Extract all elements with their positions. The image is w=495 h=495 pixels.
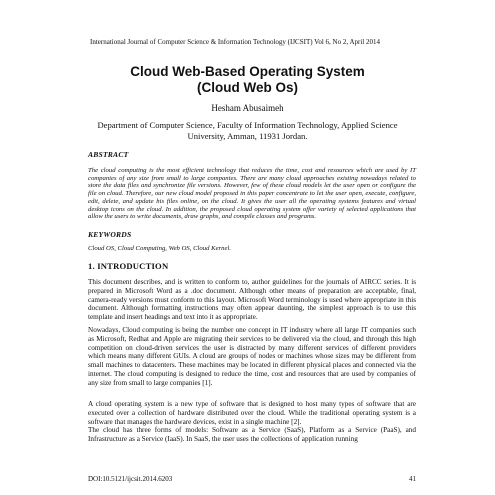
paper-title xyxy=(60,64,435,96)
author-affiliation xyxy=(70,120,425,141)
doi-footer: DOI:10.5121/ijcsit.2014.6203 xyxy=(88,475,173,483)
title-line-2: (Cloud Web Os) xyxy=(197,80,298,95)
abstract-heading: ABSTRACT xyxy=(88,150,129,159)
author-name: Hesham Abusaimeh xyxy=(211,103,284,113)
intro-paragraph-3b: The cloud has three forms of models: Software as a Service (SaaS), Platform as a Service (PaaS), and Infrastructure as a Service (IaaS). In SaaS, the user uses the collections of application running xyxy=(88,426,416,444)
intro-paragraph-2: Nowadays, Cloud computing is being the number one concept in IT industry where all large IT companies such as Microsoft, Redhat and Apple are migrating their services to be delivered via the cloud, and through this high competition on cloud-driven services the user is distracted by many different services of different providers which means many different GUIs. A cloud are groups of nodes or machines whose sizes may be different from small machines to datacenters. These machines may be located in different physical places and connected via the internet. The cloud computing is designed to reduce the time, cost and resources that are used by companies of any size from small to large companies [1]. xyxy=(88,326,416,387)
intro-paragraph-3 xyxy=(88,400,416,444)
journal-header: International Journal of Computer Science & Information Technology (IJCSIT) Vol 6, No 2, April 2014 xyxy=(90,38,380,46)
keywords-text: Cloud OS, Cloud Computing, Web OS, Cloud Kernel. xyxy=(88,245,231,252)
abstract-text: The cloud computing is the most efficient technology that reduces the time, cost and resources which are used by IT companies of any size from small to large companies. There are many cloud approaches existing nowadays related to store the data files and synchronize file versions. However, few of these cloud models let the user open or configure the file on cloud. Therefore, our new cloud model proposed in this paper concentrate to let the user open, execute, configure, edit, delete, and update his files online, on the cloud. It gives the user all the operating systems features and virtual desktop icons on the cloud. In addition, the proposed cloud operating system offer variety of selected applications that allow the users to write documents, draw graphs, and compile classes and programs. xyxy=(88,167,416,221)
affiliation-line-1: Department of Computer Science, Faculty of Information Technology, Applied Science xyxy=(97,120,398,130)
title-line-1: Cloud Web-Based Operating System xyxy=(130,64,365,79)
page-number: 41 xyxy=(409,475,416,483)
affiliation-line-2: University, Amman, 11931 Jordan. xyxy=(187,130,308,141)
intro-paragraph-1: This document describes, and is written to conform to, author guidelines for the journals of AIRCC series. It is prepared in Microsoft Word as a .doc document. Although other means of preparation are acceptable, final, camera-ready versions must conform to this layout. Microsoft Word terminology is used where appropriate in this document. Although formatting instructions may often appear daunting, the simplest approach is to use this template and insert headings and text into it as appropriate. xyxy=(88,278,416,322)
keywords-heading: KEYWORDS xyxy=(88,230,132,239)
intro-paragraph-3a: A cloud operating system is a new type of software that is designed to host many types of software that are executed over a collection of hardware distributed over the cloud. While the traditional operating system is a software that manages the hardware devices, exist in a single machine [2]. xyxy=(88,400,416,426)
section-heading-introduction: 1. INTRODUCTION xyxy=(88,261,169,271)
